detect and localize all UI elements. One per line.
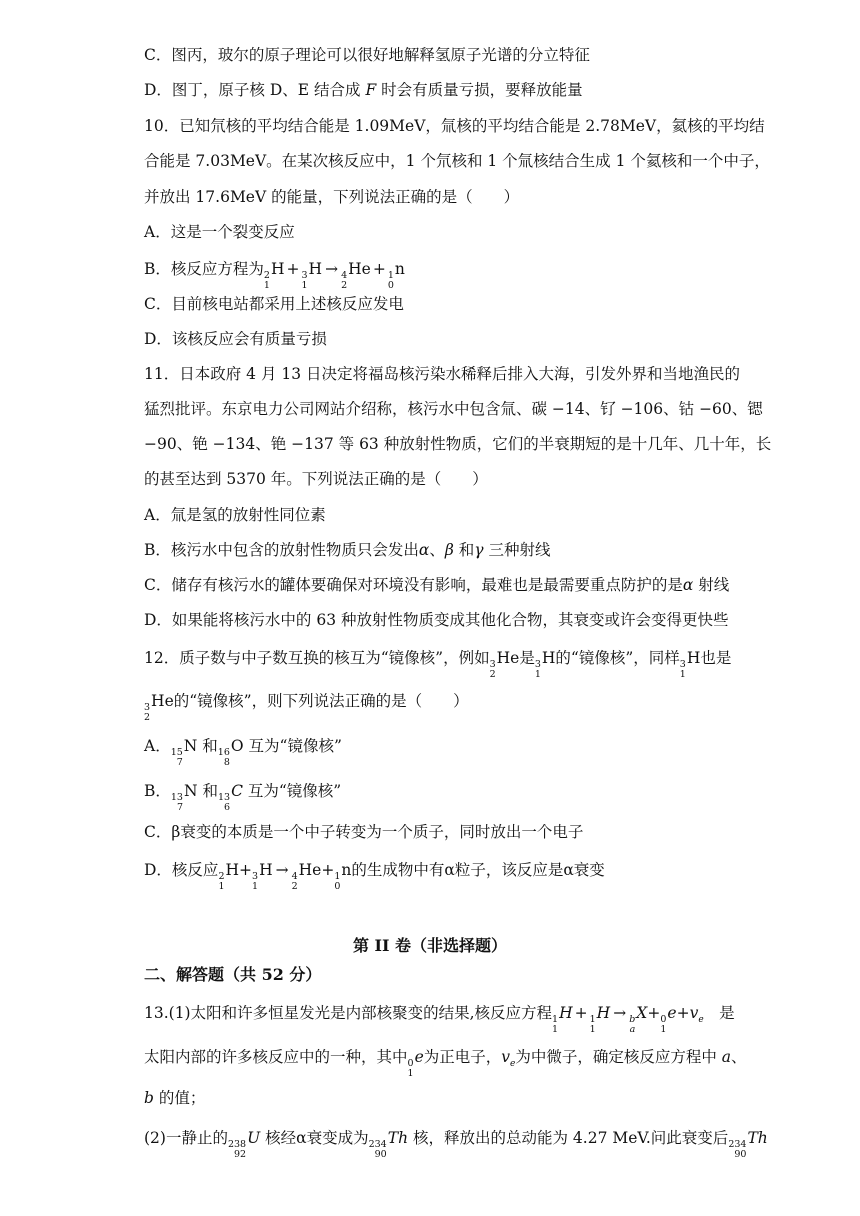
option-11b: B．核污水中包含的放射性物质只会发出α、β 和γ 三种射线: [144, 541, 551, 559]
nuclide-sup-sub: 2 1: [263, 270, 270, 291]
question-12-line-2: 3 2 He的“镜像核”，则下列说法正确的是（ ）: [144, 692, 469, 723]
option-9d: D．图丁，原子核 D、E 结合成 F 时会有质量亏损，要释放能量: [144, 81, 583, 99]
option-11a: A．氚是氢的放射性同位素: [144, 506, 326, 524]
question-12-line-1: 12．质子数与中子数互换的核互为“镜像核”，例如 3 2 He是 3 1 H的“镜像核”，同样 3 1 H也是: [144, 649, 732, 680]
question-10-line-1: 10．已知氘核的平均结合能是 1.09MeV，氚核的平均结合能是 2.78MeV，氦核的平均结: [144, 117, 765, 135]
question-10-line-2: 合能是 7.03MeV。在某次核反应中，1 个氘核和 1 个氚核结合生成 1 个氦核和一个中子，: [144, 152, 770, 170]
arrow-icon: →: [613, 1004, 627, 1022]
option-10a: A．这是一个裂变反应: [144, 223, 295, 241]
option-12c: C．β衰变的本质是一个中子转变为一个质子，同时放出一个电子: [144, 823, 584, 841]
option-10d: D．该核反应会有质量亏损: [144, 330, 327, 348]
option-10c: C．目前核电站都采用上述核反应发电: [144, 295, 404, 313]
question-13-line-1: 13.(1)太阳和许多恒星发光是内部核聚变的结果,核反应方程 1 1 H + 1 1 H → b a X+ 0 1 $e+v_e$ 是: [144, 1004, 735, 1035]
option-12d: D．核反应 2 1 H+ 3 1 H → 4 2 He+ 1 0 n的生成物中有α粒子，该反应是α衰变: [144, 861, 605, 892]
option-12b: B． 13 7 N 和 13 6 C 互为“镜像核”: [144, 782, 342, 813]
option-10b: B．核反应方程为 2 1 H + 3 1 H → 4 2 He + 1 0 n: [144, 260, 405, 291]
question-11-line-4: 的甚至达到 5370 年。下列说法正确的是（ ）: [144, 470, 488, 488]
question-13-line-3: b 的值；: [144, 1089, 206, 1107]
option-12a: A． 15 7 N 和 16 8 O 互为“镜像核”: [144, 737, 342, 768]
question-13-line-2: 太阳内部的许多核反应中的一种，其中 0 1 e为正电子，$v_e$为中微子，确定核反应方程中 a、: [144, 1048, 747, 1079]
question-13-line-4: (2)一静止的 238 92 U 核经α衰变成为 234 90 Th 核，释放出的总动能为 4.27 MeV.问此衰变后 234 90 Th: [144, 1129, 768, 1160]
arrow-icon: →: [325, 260, 339, 278]
section-title: 第 II 卷（非选择题）: [352, 936, 508, 955]
option-11d: D．如果能将核污水中的 63 种放射性物质变成其他化合物，其衰变或许会变得更快些: [144, 611, 729, 629]
question-10-line-3: 并放出 17.6MeV 的能量，下列说法正确的是（ ）: [144, 188, 520, 206]
section-heading: 二、解答题（共 52 分）: [144, 965, 322, 984]
option-11c: C．储存有核污水的罐体要确保对环境没有影响，最难也是最需要重点防护的是α 射线: [144, 576, 730, 594]
option-9c: C．图丙，玻尔的原子理论可以很好地解释氢原子光谱的分立特征: [144, 46, 590, 64]
arrow-icon: →: [275, 861, 289, 879]
question-11-line-2: 猛烈批评。东京电力公司网站介绍称，核污水中包含氚、碳 −14、钌 −106、钴 −60、锶: [144, 400, 763, 418]
question-11-line-3: −90、铯 −134、铯 −137 等 63 种放射性物质，它们的半衰期短的是十几年、几十年，长: [144, 435, 772, 453]
question-11-line-1: 11．日本政府 4 月 13 日决定将福岛核污染水稀释后排入大海，引发外界和当地渔民的: [144, 365, 741, 383]
